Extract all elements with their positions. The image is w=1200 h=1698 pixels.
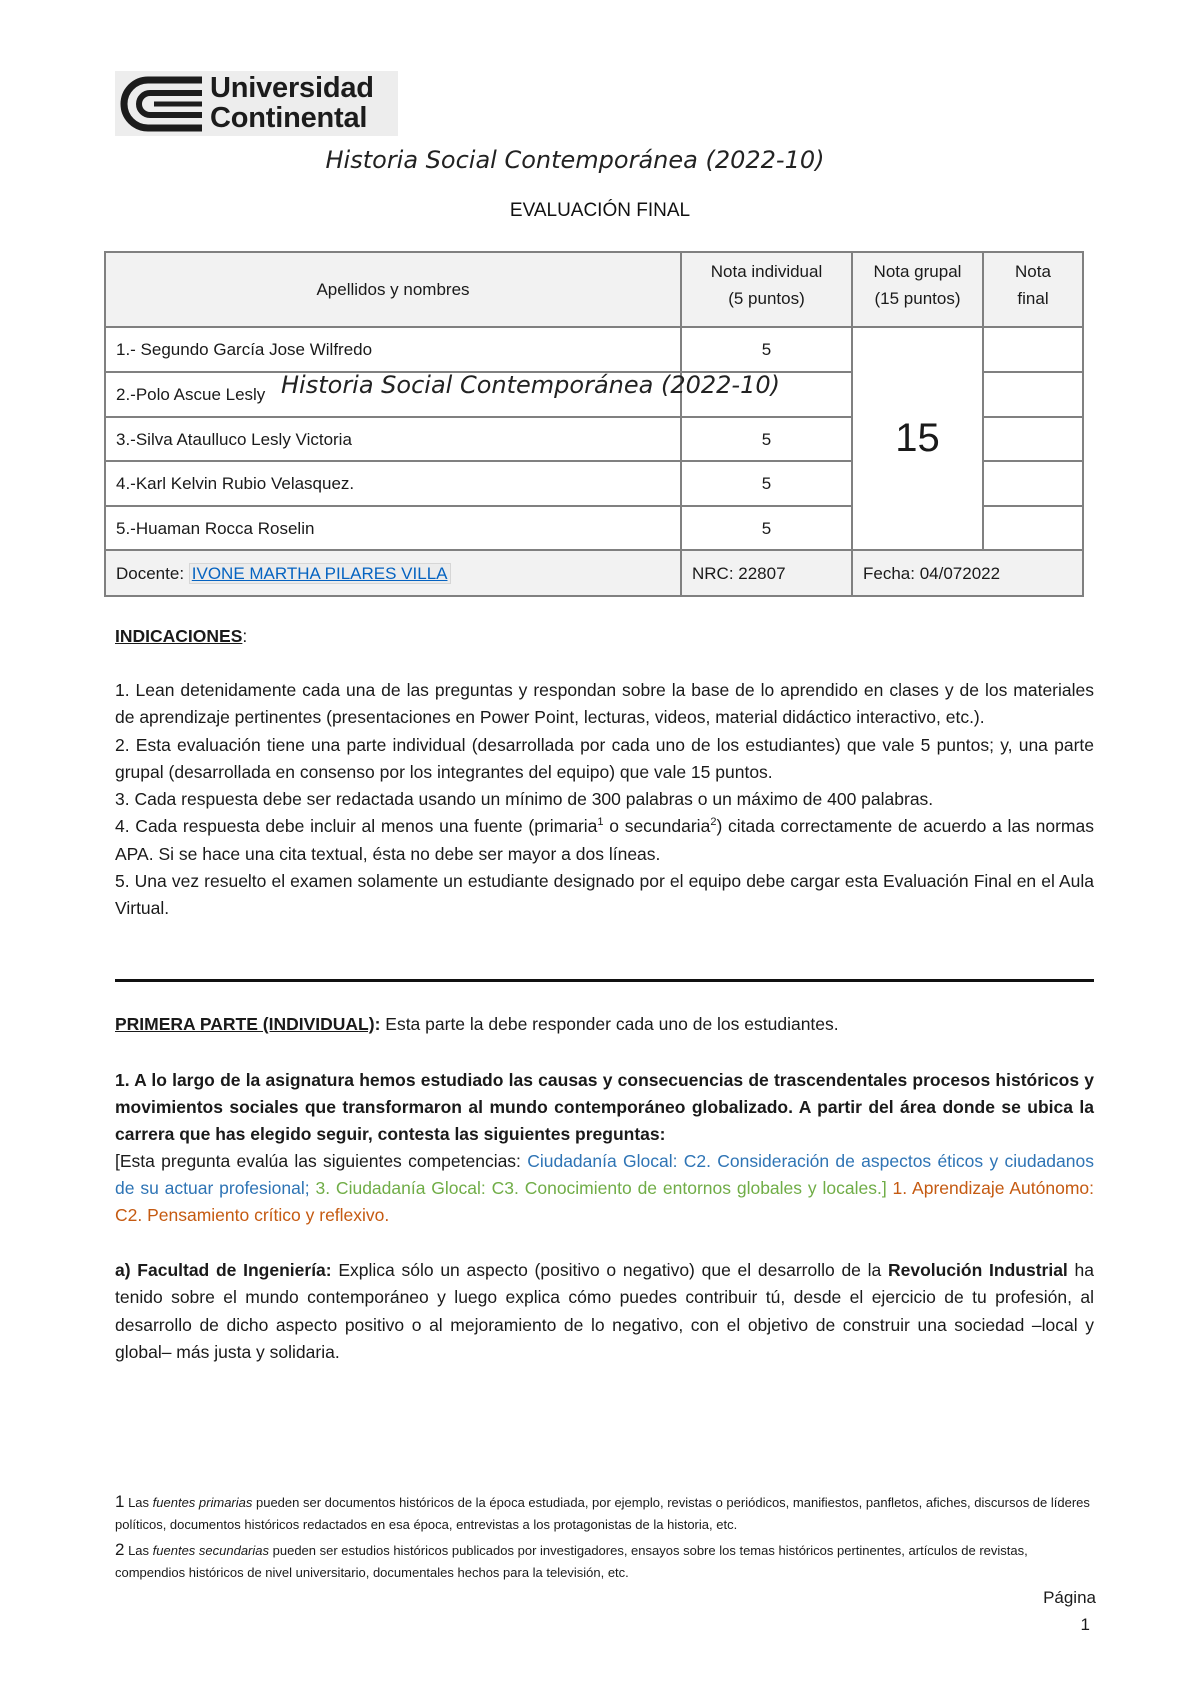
table-row xyxy=(105,327,1083,372)
teacher-name-link[interactable]: IVONE MARTHA PILARES VILLA xyxy=(189,563,451,584)
individual-grade-cell: 5 xyxy=(681,461,852,506)
instruction-item: 3. Cada respuesta debe ser redactada usando un mínimo de 300 palabras o un máximo de 400 palabras. xyxy=(115,789,934,810)
instructions-heading-block xyxy=(115,623,1094,649)
logo-wordmark xyxy=(210,73,374,133)
instructions-list xyxy=(115,677,1094,923)
table-header-row xyxy=(105,252,1083,327)
column-header-final: Nota xyxy=(1015,262,1051,281)
header-group-cell xyxy=(852,252,983,327)
individual-grade-cell: 5 xyxy=(681,417,852,461)
column-header-final-2: final xyxy=(1017,289,1049,308)
first-part-heading-block xyxy=(115,1011,1094,1037)
section-a xyxy=(115,1257,1094,1366)
grades-table xyxy=(104,251,1084,597)
instruction-item: 2. Esta evaluación tiene una parte individual (desarrollada por cada uno de los estudiantes) que vale 5 puntos; y, una parte grupal (desarrollada en consenso por los integrantes del equipo) que vale 15 puntos. xyxy=(115,734,1094,782)
section-a-label: a) Facultad de Ingeniería: xyxy=(115,1260,332,1280)
column-header-name: Apellidos y nombres xyxy=(316,280,470,299)
individual-grade-cell: 5 xyxy=(681,506,852,550)
footnote-ref: 1 xyxy=(597,816,604,829)
first-part-label: PRIMERA PARTE (INDIVIDUAL) xyxy=(115,1014,375,1034)
student-name-cell: 3.-Silva Ataulluco Lesly Victoria xyxy=(105,417,681,461)
section-divider xyxy=(115,979,1094,982)
header-name-cell xyxy=(105,252,681,327)
question-1 xyxy=(115,1067,1094,1229)
nrc-cell: NRC: 22807 xyxy=(681,550,852,596)
header-final-cell xyxy=(983,252,1083,327)
footnote-text: Las xyxy=(124,1495,153,1510)
footnote-italic: fuentes secundarias xyxy=(152,1543,270,1558)
column-header-individual: Nota individual xyxy=(710,262,823,281)
student-name-cell: 5.-Huaman Rocca Roselin xyxy=(105,506,681,550)
final-grade-cell xyxy=(983,327,1083,372)
section-a-text: Explica sólo un aspecto (positivo o negativo) que el desarrollo de la xyxy=(331,1260,888,1280)
final-grade-cell xyxy=(983,417,1083,461)
individual-grade-cell: 5 xyxy=(681,327,852,372)
instruction-item: 1. Lean detenidamente cada una de las preguntas y respondan sobre la base de lo aprendido en clases y de los materiales de aprendizaje pertinentes (presentaciones en Power Point, lecturas, videos, material didáctico interactivo, etc.). xyxy=(115,680,1094,728)
page-label: Página xyxy=(1043,1588,1096,1607)
footnote-text: pueden ser estudios históricos publicados por investigadores, ensayos sobre los temas históricos pertinentes, artículos de revistas, compendios históricos de nivel universitario, documentales hechos para la televisión, etc. xyxy=(115,1543,1028,1580)
group-grade-cell: 15 xyxy=(852,327,983,550)
student-name-cell: 2.-Polo Ascue Lesly xyxy=(105,372,681,417)
footnote xyxy=(115,1491,1094,1536)
teacher-label: Docente: xyxy=(116,563,189,583)
table-footer-row xyxy=(105,550,1083,596)
date-cell: Fecha: 04/072022 xyxy=(852,550,1083,596)
instruction-item-text: o secundaria xyxy=(603,816,711,837)
footnote-ref: 2 xyxy=(710,816,717,829)
footnote-italic: fuentes primarias xyxy=(152,1495,253,1510)
column-header-group-points: (15 puntos) xyxy=(874,289,961,308)
competency-blue: Ciudadanía Glocal: C2. Consideración de aspectos éticos y ciudadanos de su actuar profesional; xyxy=(115,1151,1094,1198)
instruction-item: 5. Una vez resuelto el examen solamente un estudiante designado por el equipo debe cargar esta Evaluación Final en el Aula Virtual. xyxy=(115,871,1094,919)
instruction-item xyxy=(115,813,1094,868)
instructions-heading-colon: : xyxy=(242,626,248,646)
first-part-text: Esta parte la debe responder cada uno de los estudiantes. xyxy=(380,1014,839,1034)
course-title: Historia Social Contemporánea (2022-10) xyxy=(325,146,825,174)
header-individual-cell xyxy=(681,252,852,327)
student-name-cell: 1.- Segundo García Jose Wilfredo xyxy=(105,327,681,372)
page-number: 1 xyxy=(1080,1615,1090,1634)
logo-line-2: Continental xyxy=(210,102,368,134)
column-header-group: Nota grupal xyxy=(873,262,962,281)
final-grade-cell xyxy=(983,506,1083,550)
overlay-course-title: Historia Social Contemporánea (2022-10) xyxy=(281,371,780,399)
section-a-text: ha tenido sobre el mundo contemporáneo y luego explica cómo puedes contribuir tú, desde el ejercicio de tu profesión, al desarrollo de dicho aspecto positivo o al mejoramiento de lo negativo, con el objetivo de construir una sociedad –local y global– más justa y solidaria. xyxy=(115,1260,1094,1362)
competency-orange: 1. Aprendizaje Autónomo: C2. Pensamiento crítico y reflexivo. xyxy=(115,1178,1094,1225)
universidad-continental-logo-icon xyxy=(118,76,202,132)
footnote-number: 2 xyxy=(115,1540,125,1559)
instructions-heading: INDICACIONES xyxy=(115,626,243,646)
logo-line-1: Universidad xyxy=(210,72,374,104)
university-logo xyxy=(115,71,398,136)
footnote xyxy=(115,1539,1094,1584)
instruction-item-text: ) citada correctamente de acuerdo a las normas APA. Si se hace una cita textual, ésta no debe ser mayor a dos líneas. xyxy=(115,816,1094,864)
column-header-individual-points: (5 puntos) xyxy=(728,289,805,308)
instruction-item-text: 4. Cada respuesta debe incluir al menos una fuente (primaria xyxy=(115,816,598,837)
footnote-text: Las xyxy=(124,1543,153,1558)
footnote-text: pueden ser documentos históricos de la época estudiada, por ejemplo, revistas o periódicos, manifiestos, panfletos, afiches, discursos de líderes políticos, documentos históricos redactados en esa época, entrevistas a los protagonistas de la historia, etc. xyxy=(115,1495,1090,1532)
section-a-bold: Revolución Industrial xyxy=(887,1260,1068,1280)
question-1-competencies xyxy=(115,1148,1094,1229)
first-part-colon: : xyxy=(374,1014,381,1034)
final-grade-cell xyxy=(983,372,1083,417)
competencies-intro: [Esta pregunta evalúa las siguientes competencias: xyxy=(115,1151,528,1171)
final-grade-cell xyxy=(983,461,1083,506)
teacher-cell xyxy=(105,550,681,596)
exam-title: EVALUACIÓN FINAL xyxy=(509,200,691,221)
footnotes xyxy=(115,1491,1094,1584)
competency-green: 3. Ciudadanía Glocal: C3. Conocimiento de entornos globales y locales.] xyxy=(309,1178,887,1198)
question-1-prompt: 1. A lo largo de la asignatura hemos estudiado las causas y consecuencias de trascendentales procesos históricos y movimientos sociales que transformaron al mundo contemporáneo globalizado. A partir del área donde se ubica la carrera que has elegido seguir, contesta las siguientes preguntas: xyxy=(115,1070,1094,1144)
student-name-cell: 4.-Karl Kelvin Rubio Velasquez. xyxy=(105,461,681,506)
footnote-number: 1 xyxy=(115,1492,125,1511)
